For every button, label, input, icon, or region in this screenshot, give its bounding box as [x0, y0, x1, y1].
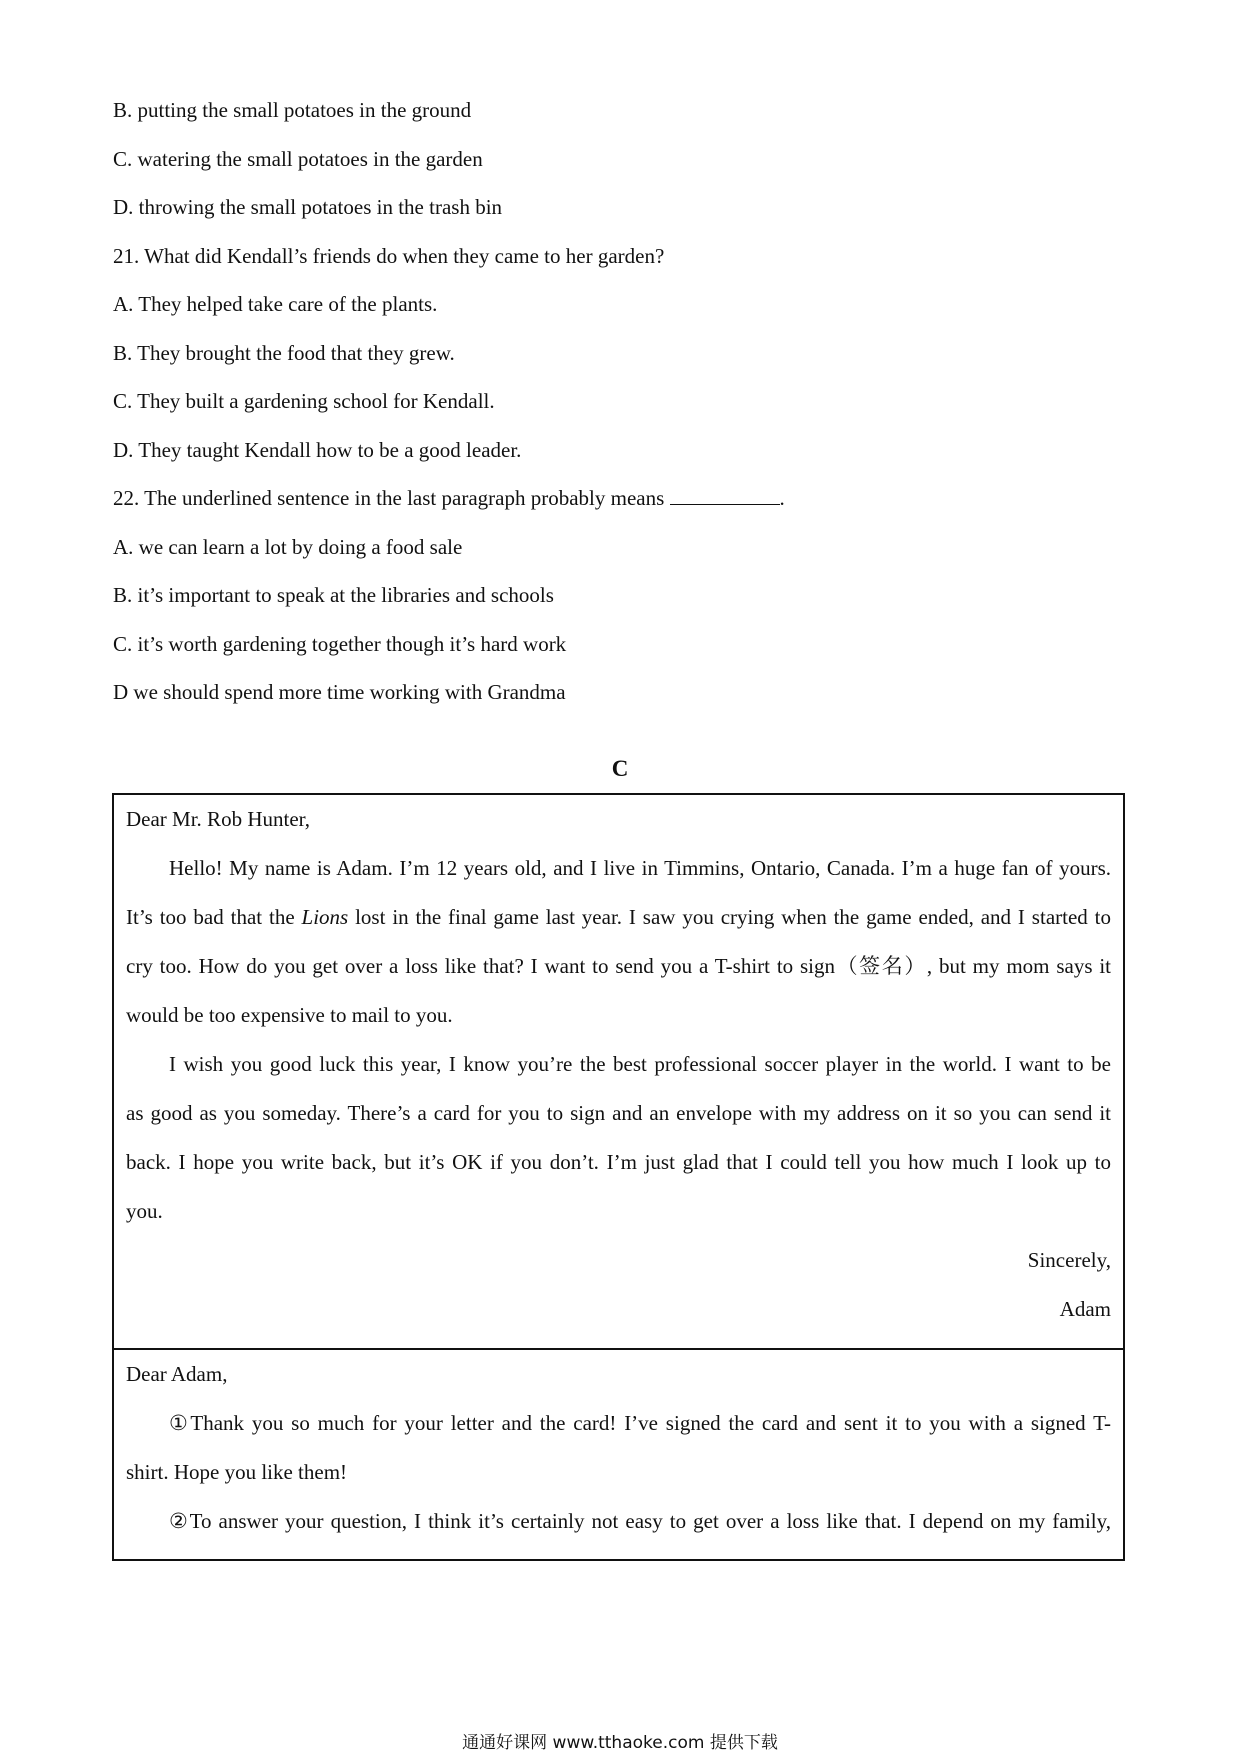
option-line: C. They built a gardening school for Kendall. [113, 389, 495, 413]
option-line: D. throwing the small potatoes in the trash bin [113, 195, 503, 219]
letter-signature: Adam [1059, 1297, 1111, 1321]
letter-box-reply [112, 1348, 1125, 1561]
letter-line: as good as you someday. There’s a card for you to sign and an envelope with my address on it so you can send it [126, 1101, 1111, 1125]
question-22-stem: 22. The underlined sentence in the last paragraph probably means [113, 486, 670, 510]
letter-text: It’s too bad that the [126, 905, 302, 929]
question-list [113, 98, 1013, 729]
letter-line: cry too. How do you get over a loss like that? I want to send you a T-shirt to sign（签名）, but my mom says it [126, 954, 1111, 978]
letter-body [126, 795, 1111, 1334]
option-line: A. we can learn a lot by doing a food sale [113, 534, 463, 559]
letter-line [126, 893, 1111, 942]
letter-box-adam [112, 793, 1125, 1350]
letter-line: ②To answer your question, I think it’s certainly not easy to get over a loss like that. I depend on my family, [169, 1509, 1111, 1533]
section-title: C [611, 756, 629, 781]
option-line: B. They brought the food that they grew. [113, 340, 455, 365]
question-22-end: . [779, 486, 785, 510]
letter-greeting: Dear Mr. Rob Hunter, [126, 807, 311, 831]
option-line: A. They helped take care of the plants. [113, 292, 438, 316]
option-line: C. watering the small potatoes in the garden [113, 146, 483, 171]
letter-line: shirt. Hope you like them! [126, 1460, 348, 1484]
answer-blank [670, 486, 780, 505]
letter-line: ①Thank you so much for your letter and the card! I’ve signed the card and sent it to you with a signed T- [169, 1411, 1111, 1435]
option-line: C. it’s worth gardening together though it’s hard work [113, 631, 567, 656]
letter-line: Hello! My name is Adam. I’m 12 years old, and I live in Timmins, Ontario, Canada. I’m a huge fan of yours. [169, 856, 1111, 880]
letter-greeting: Dear Adam, [126, 1362, 228, 1386]
question-21: 21. What did Kendall’s friends do when they came to her garden? [113, 243, 665, 268]
page-footer: 通通好课网 www.tthaoke.com 提供下载 [462, 1733, 778, 1753]
letter-text: lost in the final game last year. I saw you crying when the game ended, and I started to [348, 905, 1111, 929]
option-line: D. They taught Kendall how to be a good leader. [113, 437, 522, 462]
letter-line: back. I hope you write back, but it’s OK if you don’t. I’m just glad that I could tell you how much I look up to [126, 1150, 1111, 1174]
letter-line: I wish you good luck this year, I know you’re the best professional soccer player in the world. I want to be [169, 1052, 1111, 1076]
question-22 [113, 486, 1013, 510]
option-line: B. it’s important to speak at the libraries and schools [113, 583, 554, 607]
letter-body [126, 1350, 1111, 1546]
team-name: Lions [301, 905, 349, 929]
letter-closing: Sincerely, [1027, 1248, 1111, 1272]
option-line: D we should spend more time working with Grandma [113, 680, 566, 704]
option-line: B. putting the small potatoes in the ground [113, 98, 472, 122]
letter-line: you. [126, 1199, 163, 1223]
letter-line: would be too expensive to mail to you. [126, 1003, 453, 1027]
